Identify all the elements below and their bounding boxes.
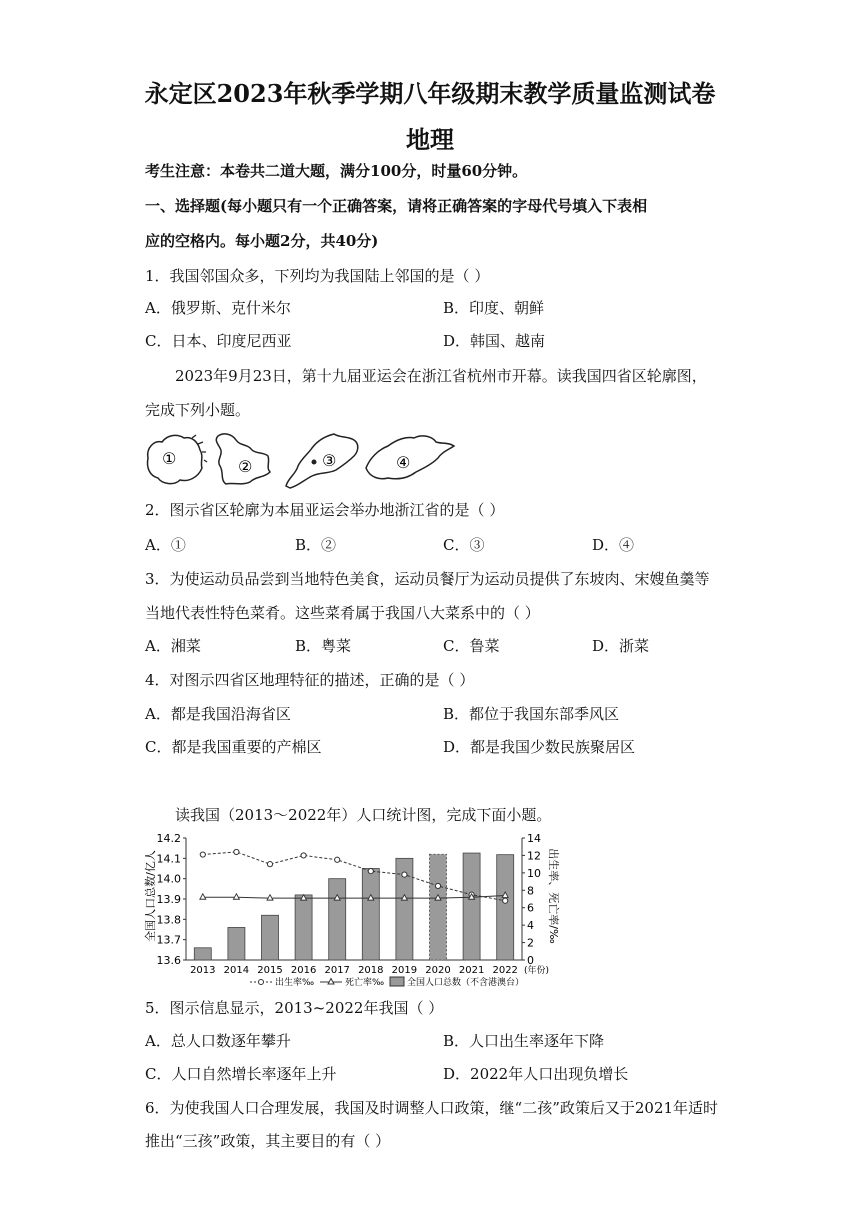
- bar-2021: [463, 853, 480, 960]
- q4-stem: 4．对图示四省区地理特征的描述，正确的是（ ）: [145, 671, 475, 689]
- ylabel-right: 出生率、死亡率/‰: [547, 848, 560, 944]
- q1-option-c: C．日本、印度尼西亚: [145, 332, 292, 350]
- population-chart: [140, 826, 580, 991]
- legend: [250, 976, 524, 988]
- map-4-label: ④: [396, 453, 411, 472]
- xtick-label-2021: 2021: [458, 965, 485, 976]
- ytick-right-label: 10: [527, 866, 541, 880]
- q5-option-a: A．总人口数逐年攀升: [145, 1032, 291, 1050]
- q1-option-b: B．印度、朝鲜: [443, 299, 545, 317]
- xtick-label-2013: 2013: [190, 965, 216, 976]
- bar-2015: [262, 915, 279, 960]
- ytick-right-label: 8: [527, 884, 534, 898]
- birth-rate-line: [203, 852, 505, 901]
- bar-2018: [362, 869, 379, 961]
- death-rate-line: [203, 896, 505, 899]
- birth-rate-point-2015: [267, 862, 272, 867]
- ytick-right-label: 2: [527, 936, 534, 950]
- q1-option-d: D．韩国、越南: [443, 332, 546, 350]
- x-unit: (年份): [524, 966, 550, 976]
- birth-rate-point-2022: [503, 898, 508, 903]
- birth-rate-point-2019: [402, 872, 407, 877]
- section1-line2: 应的空格内。每小题2分，共40分): [145, 232, 379, 250]
- q2-option-d: D．④: [592, 536, 635, 554]
- q4-option-d: D．都是我国少数民族聚居区: [443, 738, 636, 756]
- q5-option-d: D．2022年人口出现负增长: [443, 1065, 629, 1083]
- q3-option-c: C．鲁菜: [443, 637, 500, 655]
- q5-option-c: C．人口自然增长率逐年上升: [145, 1065, 337, 1083]
- q5-stem: 5．图示信息显示，2013~2022年我国（ ）: [145, 999, 444, 1017]
- q4-option-b: B．都位于我国东部季风区: [443, 705, 620, 723]
- xtick-label-2016: 2016: [290, 965, 317, 976]
- death-rate-point-2015: [267, 895, 273, 901]
- map-1: [147, 435, 207, 484]
- death-rate-point-2014: [233, 894, 239, 900]
- q1-option-a: A．俄罗斯、克什米尔: [145, 299, 291, 317]
- province-maps: [140, 428, 470, 490]
- birth-rate-point-2014: [234, 849, 239, 854]
- ytick-right-label: 6: [527, 901, 534, 915]
- q2-option-b: B．②: [295, 536, 337, 554]
- exam-title: 永定区2023年秋季学期八年级期末教学质量监测试卷: [144, 79, 716, 108]
- intro1-line2: 完成下列小题。: [145, 401, 251, 419]
- xtick-label-2017: 2017: [324, 965, 350, 976]
- ytick-left-label: 14.2: [156, 832, 181, 845]
- birth-rate-point-2013: [200, 852, 205, 857]
- xtick-label-2014: 2014: [223, 965, 250, 976]
- map-2-label: ②: [238, 457, 253, 476]
- intro1-line1: 2023年9月23日，第十九届亚运会在浙江省杭州市开幕。读我国四省区轮廓图，: [175, 367, 707, 385]
- ylabel-left: 全国人口总数/亿人: [144, 850, 157, 942]
- bar-2022: [497, 855, 514, 960]
- bar-2014: [228, 927, 245, 960]
- birth-rate-point-2020: [435, 883, 440, 888]
- legend-birth: 出生率‰: [275, 978, 315, 988]
- map-3: [286, 434, 358, 488]
- xtick-label-2020: 2020: [425, 965, 451, 976]
- q2-stem: 2．图示省区轮廓为本届亚运会举办地浙江省的是（ ）: [145, 501, 505, 519]
- bar-2016: [295, 895, 312, 960]
- bar-2013: [194, 948, 211, 960]
- q3-line2: 当地代表性特色菜肴。这些菜肴属于我国八大菜系中的（ ）: [145, 604, 540, 622]
- bar-2017: [329, 879, 346, 960]
- death-rate-point-2013: [200, 894, 206, 900]
- q3-line1: 3．为使运动员品尝到当地特色美食，运动员餐厅为运动员提供了东坡肉、宋嫂鱼羹等: [145, 570, 710, 588]
- map-4: [366, 436, 454, 479]
- subject-title: 地理: [406, 125, 454, 154]
- ytick-left-label: 14.1: [156, 852, 181, 866]
- intro2: 读我国（2013～2022年）人口统计图，完成下面小题。: [175, 806, 552, 824]
- ytick-left-label: 13.6: [156, 954, 181, 967]
- q3-option-b: B．粤菜: [295, 637, 352, 655]
- section1-line1: 一、选择题(每小题只有一个正确答案，请将正确答案的字母代号填入下表相: [145, 197, 648, 215]
- q4-option-c: C．都是我国重要的产棉区: [145, 738, 322, 756]
- q4-option-a: A．都是我国沿海省区: [145, 705, 291, 723]
- q1-stem: 1．我国邻国众多，下列均为我国陆上邻国的是（ ）: [145, 267, 490, 285]
- ytick-left-label: 13.7: [156, 933, 181, 947]
- notice: 考生注意：本卷共二道大题，满分100分，时量60分钟。: [145, 162, 528, 180]
- q5-option-b: B．人口出生率逐年下降: [443, 1032, 605, 1050]
- map-3-label: ③: [322, 451, 337, 470]
- q3-option-d: D．浙菜: [592, 637, 650, 655]
- map-2: [216, 434, 270, 484]
- xtick-label-2019: 2019: [391, 965, 418, 976]
- q6-line2: 推出“三孩”政策，其主要目的有（ ）: [145, 1132, 391, 1150]
- q2-option-c: C．③: [443, 536, 485, 554]
- ytick-left-label: 13.8: [156, 913, 181, 927]
- birth-rate-point-2017: [335, 857, 340, 862]
- map-1-label: ①: [162, 449, 177, 468]
- ytick-right-label: 0: [527, 954, 534, 967]
- xtick-label-2022: 2022: [492, 965, 518, 976]
- xtick-label-2018: 2018: [358, 965, 384, 976]
- ytick-right-label: 12: [527, 849, 541, 863]
- birth-rate-point-2018: [368, 869, 373, 874]
- birth-rate-point-2016: [301, 853, 306, 858]
- q2-option-a: A．①: [145, 536, 186, 554]
- ytick-left-label: 14.0: [156, 872, 181, 886]
- xtick-label-2015: 2015: [257, 965, 283, 976]
- ytick-right-label: 4: [527, 919, 534, 933]
- legend-death: 死亡率‰: [345, 978, 385, 988]
- legend-population: 全国人口总数（不含港澳台）: [407, 978, 525, 988]
- q3-option-a: A．湘菜: [145, 637, 201, 655]
- bar-2020: [430, 854, 447, 960]
- ytick-right-label: 14: [527, 832, 541, 845]
- ytick-left-label: 13.9: [156, 893, 181, 906]
- q6-line1: 6．为使我国人口合理发展，我国及时调整人口政策，继“二孩”政策后又于2021年适时: [145, 1099, 719, 1117]
